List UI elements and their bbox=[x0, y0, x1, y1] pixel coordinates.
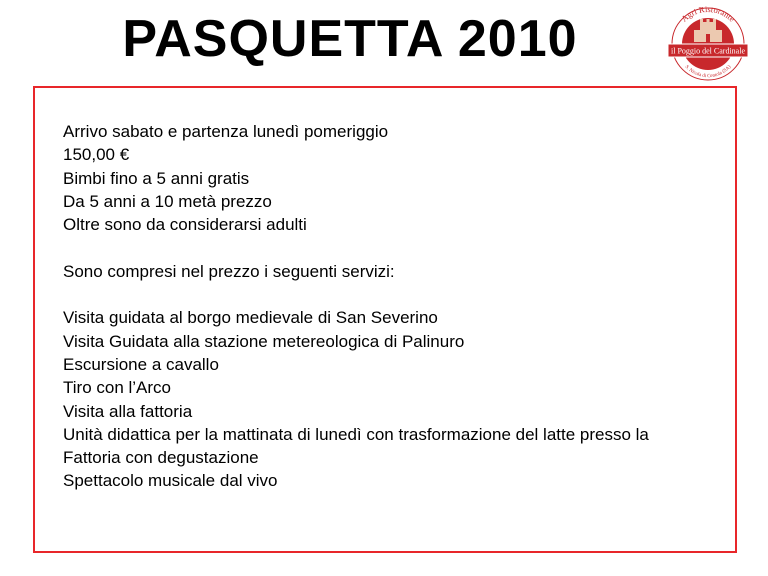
text-line: Bimbi fino a 5 anni gratis bbox=[63, 168, 250, 188]
spacer bbox=[63, 236, 753, 259]
service-item: Fattoria con degustazione bbox=[63, 448, 259, 468]
service-item: Unità didattica per la mattinata di lunedì con trasformazione del latte presso la bbox=[63, 424, 649, 444]
service-item: Visita alla fattoria bbox=[63, 401, 193, 421]
text-line: Da 5 anni a 10 metà prezzo bbox=[63, 191, 272, 211]
price-line: 150,00 € bbox=[63, 145, 130, 165]
body-text bbox=[63, 120, 753, 493]
service-item: Tiro con l’Arco bbox=[63, 378, 172, 398]
services-intro: Sono compresi nel prezzo i seguenti servizi: bbox=[63, 261, 395, 281]
text-line: Arrivo sabato e partenza lunedì pomeriggio bbox=[63, 122, 389, 141]
restaurant-logo bbox=[654, 0, 762, 90]
page-title: PASQUETTA 2010 bbox=[122, 10, 578, 68]
service-item: Visita guidata al borgo medievale di San Severino bbox=[63, 308, 438, 328]
service-item: Visita Guidata alla stazione metereologica di Palinuro bbox=[63, 331, 465, 351]
spacer bbox=[63, 283, 753, 306]
text-line: Oltre sono da considerarsi adulti bbox=[63, 215, 307, 235]
service-item: Spettacolo musicale dal vivo bbox=[63, 471, 278, 491]
logo-bottom-text: S. Nicola di Centola (SA) bbox=[683, 64, 733, 80]
logo-top-text: Agri Ristorante bbox=[679, 3, 738, 24]
logo-center-text: il Poggio del Cardinale bbox=[671, 46, 745, 56]
service-item: Escursione a cavallo bbox=[63, 354, 219, 374]
